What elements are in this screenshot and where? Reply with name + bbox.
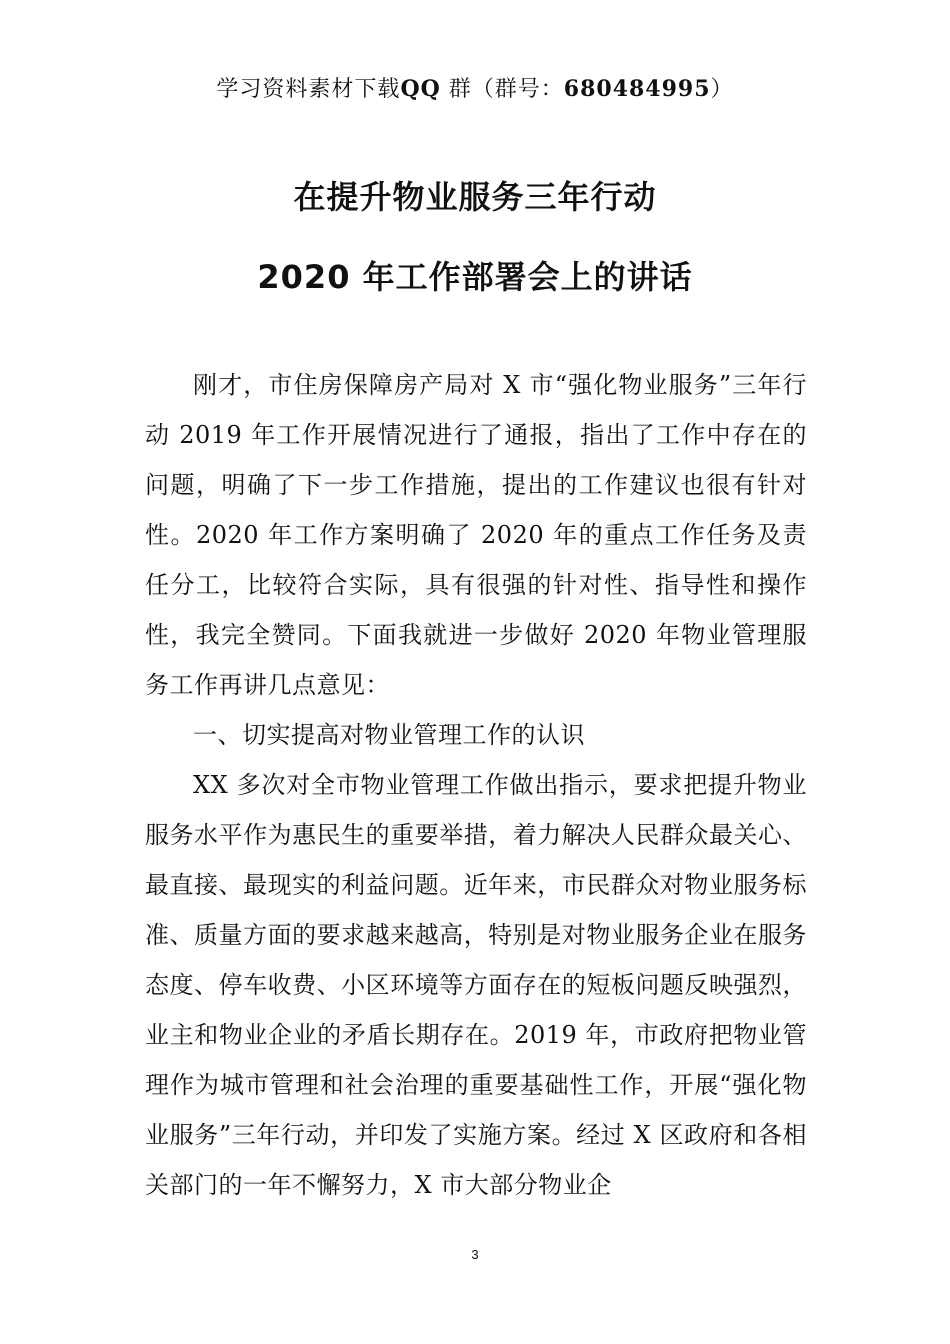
document-title-line-2: 2020 年工作部署会上的讲话 (257, 258, 693, 296)
document-body (145, 360, 807, 1210)
header-suffix: ） (710, 77, 734, 102)
header-prefix: 学习资料素材下载 (216, 77, 401, 102)
document-title-line-1: 在提升物业服务三年行动 (293, 178, 657, 216)
page-header (0, 72, 950, 103)
section-1-heading: 一、切实提高对物业管理工作的认识 (193, 721, 585, 749)
page-number: 3 (471, 1247, 479, 1262)
header-qq: QQ (400, 76, 441, 102)
section-1-paragraph: XX 多次对全市物业管理工作做出指示，要求把提升物业服务水平作为惠民生的重要举措，着力解决人民群众最关心、最直接、最现实的利益问题。近年来，市民群众对物业服务标准、质量方面的要求越来越高，特别是对物业服务企业在服务态度、停车收费、小区环境等方面存在的短板问题反映强烈，业主和物业企业的矛盾长期存在。2019 年，市政府把物业管理作为城市管理和社会治理的重要基础性工作，开展“强化物业服务”三年行动，并印发了实施方案。经过 X 区政府和各相关部门的一年不懈努力，X 市大部分物业企 (145, 771, 807, 1199)
header-group-number: 680484995 (563, 76, 711, 102)
header-group-label: 群（群号： (440, 77, 564, 102)
intro-paragraph: 刚才，市住房保障房产局对 X 市“强化物业服务”三年行动 2019 年工作开展情况进行了通报，指出了工作中存在的问题，明确了下一步工作措施，提出的工作建议也很有针对性。2020 年工作方案明确了 2020 年的重点工作任务及责任分工，比较符合实际，具有很强的针对性、指导性和操作性，我完全赞同。下面我就进一步做好 2020 年物业管理服务工作再讲几点意见： (145, 371, 807, 699)
